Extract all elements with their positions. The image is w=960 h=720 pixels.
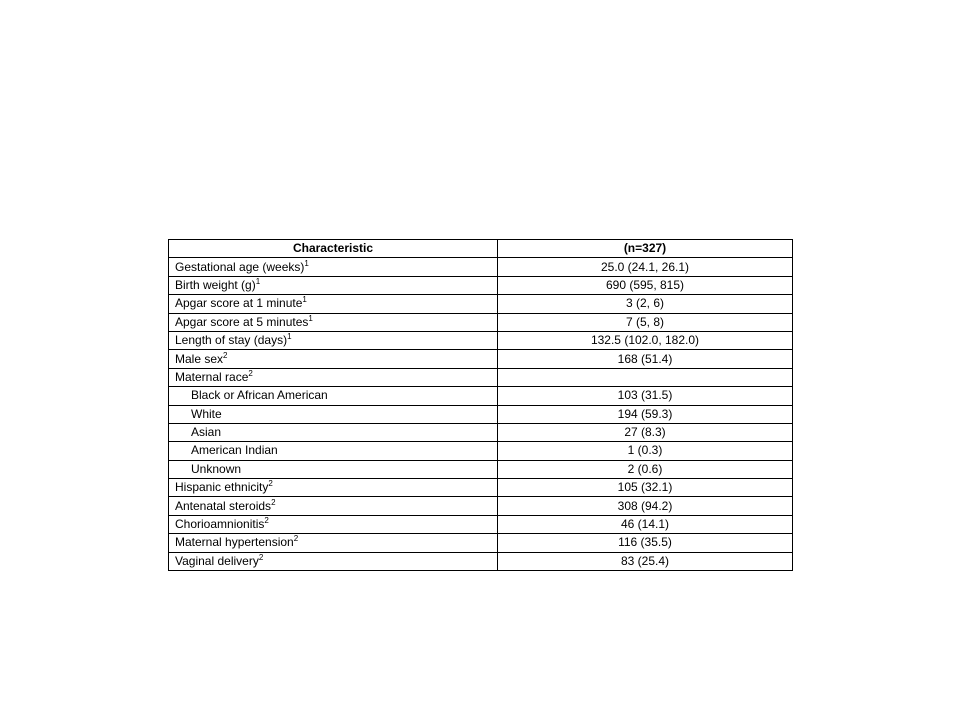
row-footnote: 2 (258, 552, 264, 562)
table-row (169, 479, 793, 497)
row-label-cell (169, 295, 498, 313)
row-value (498, 368, 793, 386)
row-label: White (191, 406, 222, 421)
row-value: 1 (0.3) (498, 442, 793, 460)
row-value: 46 (14.1) (498, 515, 793, 533)
table-body (169, 258, 793, 571)
row-label-cell (169, 460, 498, 478)
table-row (169, 552, 793, 570)
row-footnote: 2 (264, 516, 269, 526)
row-label: Vaginal delivery (175, 553, 259, 568)
row-label: Apgar score at 5 minutes (175, 314, 309, 329)
row-value: 105 (32.1) (498, 479, 793, 497)
row-label-cell (169, 479, 498, 497)
row-label: Gestational age (weeks) (175, 259, 305, 274)
row-value: 116 (35.5) (498, 534, 793, 552)
row-value: 3 (2, 6) (498, 295, 793, 313)
row-label: Hispanic ethnicity (175, 480, 269, 495)
table-row (169, 423, 793, 441)
row-label: Maternal hypertension (175, 535, 294, 550)
row-value: 194 (59.3) (498, 405, 793, 423)
row-label: Black or African American (191, 388, 328, 403)
row-value: 168 (51.4) (498, 350, 793, 368)
table-row (169, 515, 793, 533)
row-value: 25.0 (24.1, 26.1) (498, 258, 793, 276)
row-value: 690 (595, 815) (498, 276, 793, 294)
row-label: Asian (191, 425, 222, 440)
row-value: 103 (31.5) (498, 387, 793, 405)
table-row (169, 460, 793, 478)
row-label: Male sex (175, 351, 224, 366)
row-label-cell (169, 534, 498, 552)
row-label-cell (169, 497, 498, 515)
header-row (169, 240, 793, 258)
row-label: Chorioamnionitis (175, 517, 265, 532)
row-label-cell (169, 313, 498, 331)
row-label-cell (169, 258, 498, 276)
row-label-cell (169, 331, 498, 349)
table-row (169, 442, 793, 460)
table-row (169, 313, 793, 331)
row-value: 132.5 (102.0, 182.0) (498, 331, 793, 349)
table-row (169, 387, 793, 405)
row-label-cell (169, 423, 498, 441)
row-label-cell (169, 276, 498, 294)
row-label-cell (169, 350, 498, 368)
row-footnote: 2 (268, 479, 273, 489)
row-label: Antenatal steroids (175, 498, 272, 513)
row-footnote: 1 (302, 295, 307, 305)
row-footnote: 2 (293, 534, 299, 544)
row-label-cell (169, 387, 498, 405)
table-row (169, 276, 793, 294)
table-row (169, 258, 793, 276)
row-footnote: 1 (255, 276, 261, 286)
row-label-cell (169, 405, 498, 423)
characteristics-table (168, 239, 793, 571)
row-label-cell (169, 515, 498, 533)
row-footnote: 1 (308, 313, 313, 323)
row-footnote: 2 (271, 497, 276, 507)
table-row (169, 350, 793, 368)
row-value: 83 (25.4) (498, 552, 793, 570)
table-header (169, 240, 793, 258)
row-label: Apgar score at 1 minute (175, 296, 303, 311)
row-label-cell (169, 368, 498, 386)
row-label: Birth weight (g) (175, 277, 256, 292)
row-label: American Indian (191, 443, 278, 458)
row-label: Maternal race (175, 369, 249, 384)
table-row (169, 405, 793, 423)
row-label: Unknown (191, 461, 242, 476)
row-value: 2 (0.6) (498, 460, 793, 478)
row-footnote: 1 (287, 332, 292, 342)
table-row (169, 534, 793, 552)
row-label: Length of stay (days) (175, 333, 288, 348)
row-footnote: 1 (304, 258, 309, 268)
row-value: 308 (94.2) (498, 497, 793, 515)
header-characteristic: Characteristic (169, 240, 498, 258)
table-row (169, 497, 793, 515)
row-footnote: 2 (248, 368, 253, 378)
row-footnote: 2 (223, 350, 228, 360)
row-label-cell (169, 442, 498, 460)
table-row (169, 368, 793, 386)
row-value: 7 (5, 8) (498, 313, 793, 331)
table-row (169, 331, 793, 349)
table-row (169, 295, 793, 313)
row-value: 27 (8.3) (498, 423, 793, 441)
header-value: (n=327) (498, 240, 793, 258)
row-label-cell (169, 552, 498, 570)
